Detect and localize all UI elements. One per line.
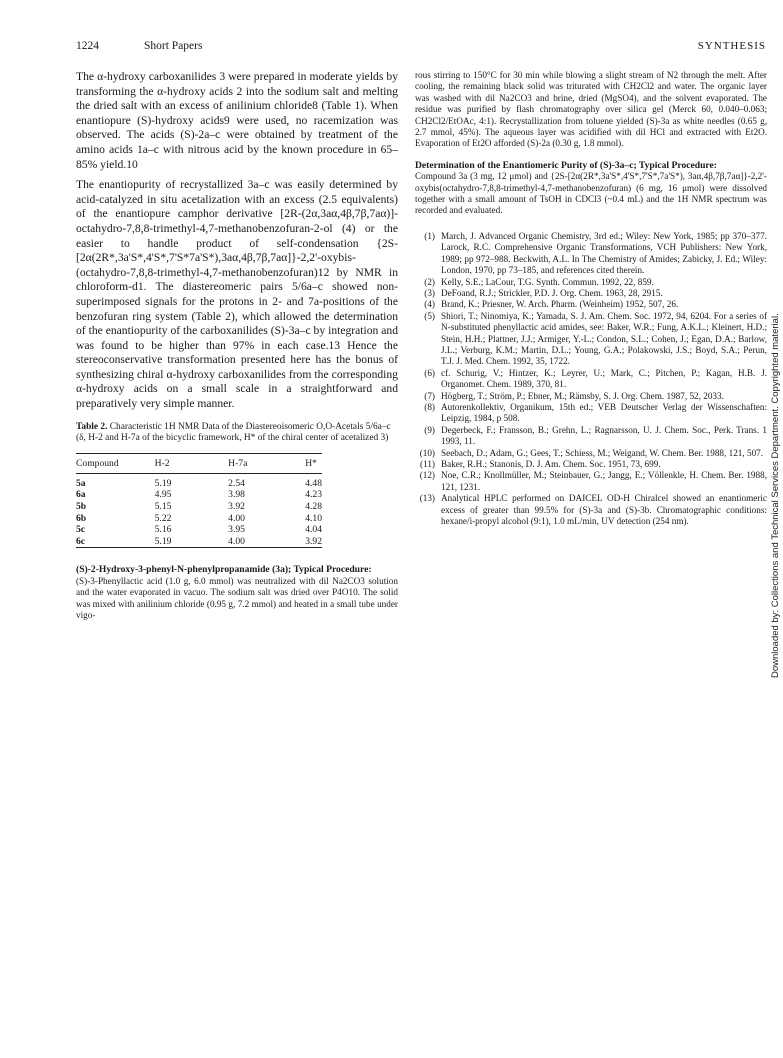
column-header: H-2	[154, 457, 170, 469]
journal-name: SYNTHESIS	[697, 40, 766, 52]
table-cell: 5.22	[154, 512, 172, 524]
table-caption-text: Characteristic 1H NMR Data of the Diastereoisomeric O,O-Acetals 5/6a–c (δ, H-2 and H-7a of the bicyclic framework, H* of the chiral center of acetalized 3)	[76, 421, 391, 444]
page-header	[76, 40, 766, 56]
references-list	[415, 231, 767, 528]
table-cell: 3.95	[228, 524, 245, 536]
table-row	[76, 513, 322, 525]
download-watermark	[770, 313, 782, 1058]
procedure-text: (S)-3-Phenyllactic acid (1.0 g, 6.0 mmol) was neutralized with dil Na2CO3 solution and the water evaporated in vacuo. The sodium salt was dried over P4O10. The solid was mixed with anilinium chloride (0.95 g, 7.2 mmol) and heated in a small tube under vigo-	[76, 575, 398, 621]
table-cell: 4.04	[305, 524, 322, 536]
table-row	[76, 489, 322, 501]
table-cell: 4.23	[305, 489, 322, 501]
table-caption-label: Table 2.	[76, 421, 108, 432]
reference-item: (9) Degerbeck, F.; Fransson, B.; Grehn, L.; Ragnarsson, U. J. Chem. Soc., Perk. Trans. 1 1993, 11.	[424, 424, 767, 447]
table-cell: 4.48	[305, 477, 322, 489]
reference-item: (7) Högberg, T.; Ström, P.; Ebner, M.; Rämsby, S. J. Org. Chem. 1987, 52, 2033.	[424, 390, 724, 401]
table-cell: 4.28	[305, 501, 322, 513]
table-cell: 4.10	[305, 512, 322, 524]
table-row	[76, 536, 322, 548]
determination-text: Compound 3a (3 mg, 12 μmol) and {2S-[2α(2R*,3a'S*,4'S*,7'S*,7a'S*), 3aα,4β,7β,7aα]}-2,2'-oxybis(octahydro-7,8,8-trimethyl-4,7-methanobenzofuran) (6 mg, 16 μmol) were dissolved together with a small amount of TsOH in CDCl3 (~0.4 mL) and the 1H NMR spectrum was recorded and evaluated.	[415, 171, 767, 216]
watermark-text: Downloaded by: Collections and Technical Services Department. Copyrighted material.	[770, 313, 781, 678]
table-cell: 6a	[76, 489, 86, 501]
table-cell: 6c	[76, 535, 86, 547]
paragraph-intro: The α-hydroxy carboxanilides 3 were prepared in moderate yields by transforming the α-hydroxy acids 2 into the sodium salt and melting the dried salt with an excess of anilinium chloride8 (Table 1). When enantiopure (S)-hydroxy acids9 were used, no racemization was observed. The acids (S)-2a–c were obtained by treatment of the amino acids 1a–c with nitrous acid by the known procedure in 65–85% yield.10	[76, 70, 398, 171]
table-cell: 6b	[76, 512, 87, 524]
reference-item: (13) Analytical HPLC performed on DAICEL OD-H Chiralcel showed an enantiomeric excess of greater than 99.5% for (S)-3a and (S)-3b. Chromatographic conditions: hexane/i-propyl alcohol (9:1), 1.0 mL/min, UV detection (254 nm).	[419, 493, 767, 527]
determination-heading: Determination of the Enantiomeric Purity of (S)-3a–c; Typical Procedure:	[415, 159, 717, 171]
table-caption	[76, 422, 398, 445]
table-cell: 4.00	[228, 535, 245, 547]
reference-item: (8) Autorenkollektiv, Organikum, 15th ed.; VEB Deutscher Verlag der Wissenschaften: Leipzig, 1984, p 508.	[424, 401, 767, 424]
table-row	[76, 501, 322, 513]
reference-item: (2) Kelly, S.E.; LaCour, T.G. Synth. Commun. 1992, 22, 859.	[424, 276, 654, 287]
page-number: 1224	[76, 40, 99, 52]
procedure-continued: rous stirring to 150°C for 30 min while blowing a slight stream of N2 through the melt. After cooling, the remaining black solid was triturated with CH2Cl2 and water. The organic layer was washed with dil Na2CO3 and brine, dried (MgSO4), and the solvent evaporated. The residue was purified by flash chromatography over silica gel (Merck 60, 0.040–0.063; CH2Cl2/EtOAc, 4:1). Recrystallization from toluene yielded (S)-3a as white needles (0.65 g, 2.7 mmol, 45%). The aqueous layer was acidified with dil HCl and extracted with Et2O. Evaporation of Et2O afforded (S)-2a (0.30 g, 1.8 mmol).	[415, 70, 767, 149]
reference-item: (11) Baker, R.H.; Stanonis, D. J. Am. Chem. Soc. 1951, 73, 699.	[420, 459, 661, 469]
table-header-row	[76, 453, 322, 473]
left-column	[76, 70, 398, 621]
reference-item: (3) DeFoand, R.J.; Strickler, P.D. J. Org. Chem. 1963, 28, 2915.	[424, 287, 663, 298]
table-cell: 3.92	[228, 501, 245, 513]
reference-item: (10) Seebach, D.; Adam, G.; Gees, T.; Schiess, M.; Weigand, W. Chem. Ber. 1988, 121, 507.	[419, 447, 764, 458]
reference-item: (1) March, J. Advanced Organic Chemistry, 3rd ed.; Wiley: New York, 1985; pp 370–377. Larock, R.C. Comprehensive Organic Transformations, VCH Publishers: New York, 1989; pp 972–988. Beckwith, A.L. In The Chemistry of Amides; Zabicky, J. Ed.; Wiley: London, 1970, pp 73–185, and references cited therein.	[424, 230, 767, 276]
reference-item: (6) cf. Schurig, V.; Hintzer, K.; Leyrer, U.; Mark, C.; Pitchen, P.; Kagan, H.B. J. Organomet. Chem. 1989, 370, 81.	[424, 367, 767, 390]
column-header: H*	[305, 457, 317, 469]
table-cell: 5c	[76, 524, 86, 536]
right-column	[415, 70, 767, 527]
table-cell: 5.19	[154, 535, 172, 547]
paragraph-enantiopurity: The enantiopurity of recrystallized 3a–c was easily determined by acid-catalyzed in situ acetalization with an excess (2.5 equivalents) of the enantiopure camphor derivative [2R-(2α,3aα,4β,7β,7aα)]-octahydro-7,8,8-trimethyl-4,7-methanobenzofuran-2-ol (4) or the easier to handle product of self-condensation {2S-[2α(2R*,3a'S*,4'S*,7'S*7a'S*),3aα,4β,7β,7aα]}-2,2'-oxybis-(octahydro-7,8,8-trimethyl-4,7-methanobenzofuran)12 by NMR in chloroform-d1. The diastereomeric pairs 5/6a–c showed non-superimposed signals for the protons in 2- and 7a-positions of the benzofuran ring system (Table 2), which allowed the determination of the enantiopurity of the carboxanilides (S)-3a–c by integration and was found to be higher than 97% in each case.13 Hence the stereoconservative transformation presented here has the bonus of synthesizing chiral α-hydroxy carboxanilides from the corresponding α-hydroxy acids on a small scale in a straightforward and preparatively very simple manner.	[76, 178, 398, 411]
nmr-data-table	[76, 453, 322, 551]
reference-item: (4) Brand, K.; Priesner, W. Arch. Pharm. (Weinheim) 1952, 507, 26.	[424, 299, 679, 310]
column-header: H-7a	[228, 457, 248, 469]
table-cell: 5.19	[154, 477, 172, 489]
table-cell: 4.95	[154, 489, 172, 501]
column-header: Compound	[76, 457, 119, 469]
table-cell: 4.00	[228, 512, 245, 524]
reference-item: (12) Noe, C.R.; Knollmüller, M.; Steinbauer, G.; Jangg, E.; Völlenkle, H. Chem. Ber. 1988, 121, 1231.	[419, 470, 767, 492]
table-cell: 5a	[76, 477, 86, 489]
table-cell: 5.15	[154, 501, 172, 513]
table-cell: 3.98	[228, 489, 245, 501]
table-cell: 5.16	[154, 524, 172, 536]
reference-item: (5) Shiori, T.; Ninomiya, K.; Yamada, S. J. Am. Chem. Soc. 1972, 94, 6204. For a series of N-substituted phenyllactic acid amides, see: Baker, W.R.; Fung, A.K.L.; Kleinert, H.D.; Stein, H.H.; Plattner, J.J.; Armiger, Y.-L.; Condon, S.L.; Cohen, J.; Egan, D.A.; Barlow, J.L.; Verburg, K.M.; Martin, D.L.; Young, G.A.; Polakowski, J.S.; Boyd, S.A.; Perun, T.J. J. Med. Chem. 1992, 35, 1722.	[424, 310, 767, 367]
table-cell: 5b	[76, 501, 87, 513]
procedure-heading: (S)-2-Hydroxy-3-phenyl-N-phenylpropanamide (3a); Typical Procedure:	[76, 564, 372, 576]
table-row	[76, 524, 322, 536]
section-title: Short Papers	[144, 40, 203, 52]
table-cell: 2.54	[228, 477, 245, 489]
table-row	[76, 478, 322, 490]
table-cell: 3.92	[305, 535, 322, 547]
